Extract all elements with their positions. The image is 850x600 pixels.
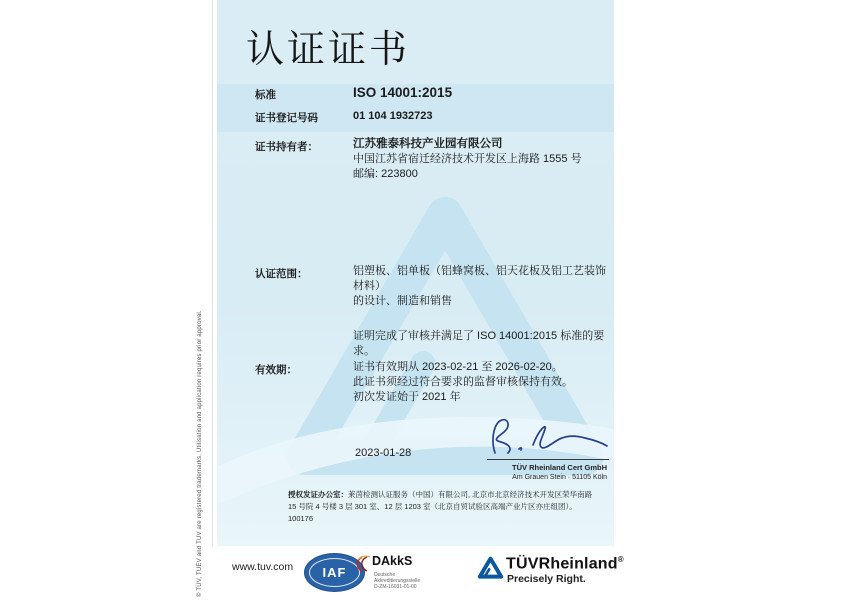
dakks-caption-line1: Deutsche <box>374 572 396 578</box>
standard-value: ISO 14001:2015 <box>353 85 453 100</box>
dakks-logo <box>352 554 442 590</box>
issuer-name: TÜV Rheinland Cert GmbH <box>511 463 607 472</box>
page-edge-line <box>212 0 213 546</box>
dakks-caption-line2: Akkreditierungsstelle <box>374 578 421 584</box>
issuer-block <box>512 463 607 482</box>
standard-label: 标准 <box>255 89 276 101</box>
scope-line1: 铝塑板、铝单板（铝蜂窝板、铝天花板及铝工艺装饰材料） <box>353 265 606 292</box>
audit-statement: 证明完成了审核并满足了 ISO 14001:2015 标准的要求。 <box>353 330 605 357</box>
validity-label: 有效期： <box>255 364 297 376</box>
validity-line1: 证书有效期从 2023-02-21 至 2026-02-20。 <box>353 361 563 373</box>
holder-address: 中国江苏省宿迁经济技术开发区上海路 1555 号 <box>353 153 582 165</box>
validity-block <box>353 360 573 405</box>
tuv-triangle-logo <box>477 556 504 580</box>
signature-handwriting <box>475 413 610 459</box>
holder-name: 江苏雅泰科技产业园有限公司 <box>353 138 503 150</box>
dakks-caption-line3: D-ZM-16031-01-00 <box>374 584 417 590</box>
issuing-office-line1: 莱茵检测认证服务（中国）有限公司, 北京市北京经济技术开发区荣华南路 <box>348 490 593 499</box>
issuing-office-label: 授权发证办公室： <box>288 490 348 499</box>
scope-label: 认证范围： <box>255 268 308 280</box>
dakks-caption <box>374 572 442 590</box>
registration-number-value: 01 104 1932723 <box>353 110 433 122</box>
holder-block <box>353 137 582 182</box>
signature-line <box>487 459 609 460</box>
holder-label: 证书持有者： <box>255 141 318 153</box>
certificate-document <box>217 0 614 546</box>
iaf-logo-label: IAF <box>322 565 347 580</box>
issue-date: 2023-01-28 <box>355 447 412 459</box>
validity-line3: 初次发证始于 2021 年 <box>353 391 461 403</box>
scope-block <box>353 264 614 309</box>
dakks-logo-label: DAkkS <box>372 554 413 568</box>
tuv-tagline: Precisely Right. <box>507 573 586 585</box>
dakks-arcs-icon <box>352 555 372 572</box>
issuing-office-block <box>288 489 613 525</box>
registration-number-label: 证书登记号码 <box>255 112 318 124</box>
registered-trademark-symbol: ® <box>617 555 624 564</box>
certificate-title: 认证证书 <box>246 29 411 71</box>
tuv-rheinland-wordmark <box>506 555 624 573</box>
issuer-address: Am Grauen Stein · 51105 Köln <box>512 473 607 481</box>
validity-line2: 此证书须经过符合要求的监督审核保持有效。 <box>353 376 573 388</box>
copyright-vertical-note: © TÜV, TUEV and TUV are registered trademarks. Utilisation and application requires prior approval. <box>197 310 203 597</box>
tuv-website-text: www.tuv.com <box>232 561 294 573</box>
issuing-office-postcode: 100176 <box>288 514 314 523</box>
scope-line2: 的设计、制造和销售 <box>353 295 452 307</box>
issuing-office-line2: 15 号院 4 号楼 3 层 301 室、12 层 1203 室（北京自贸试验区高端产业片区亦庄组团）。 <box>288 502 577 511</box>
holder-postcode: 邮编: 223800 <box>353 168 418 180</box>
tuv-brand-text: TÜVRheinland <box>506 555 618 573</box>
